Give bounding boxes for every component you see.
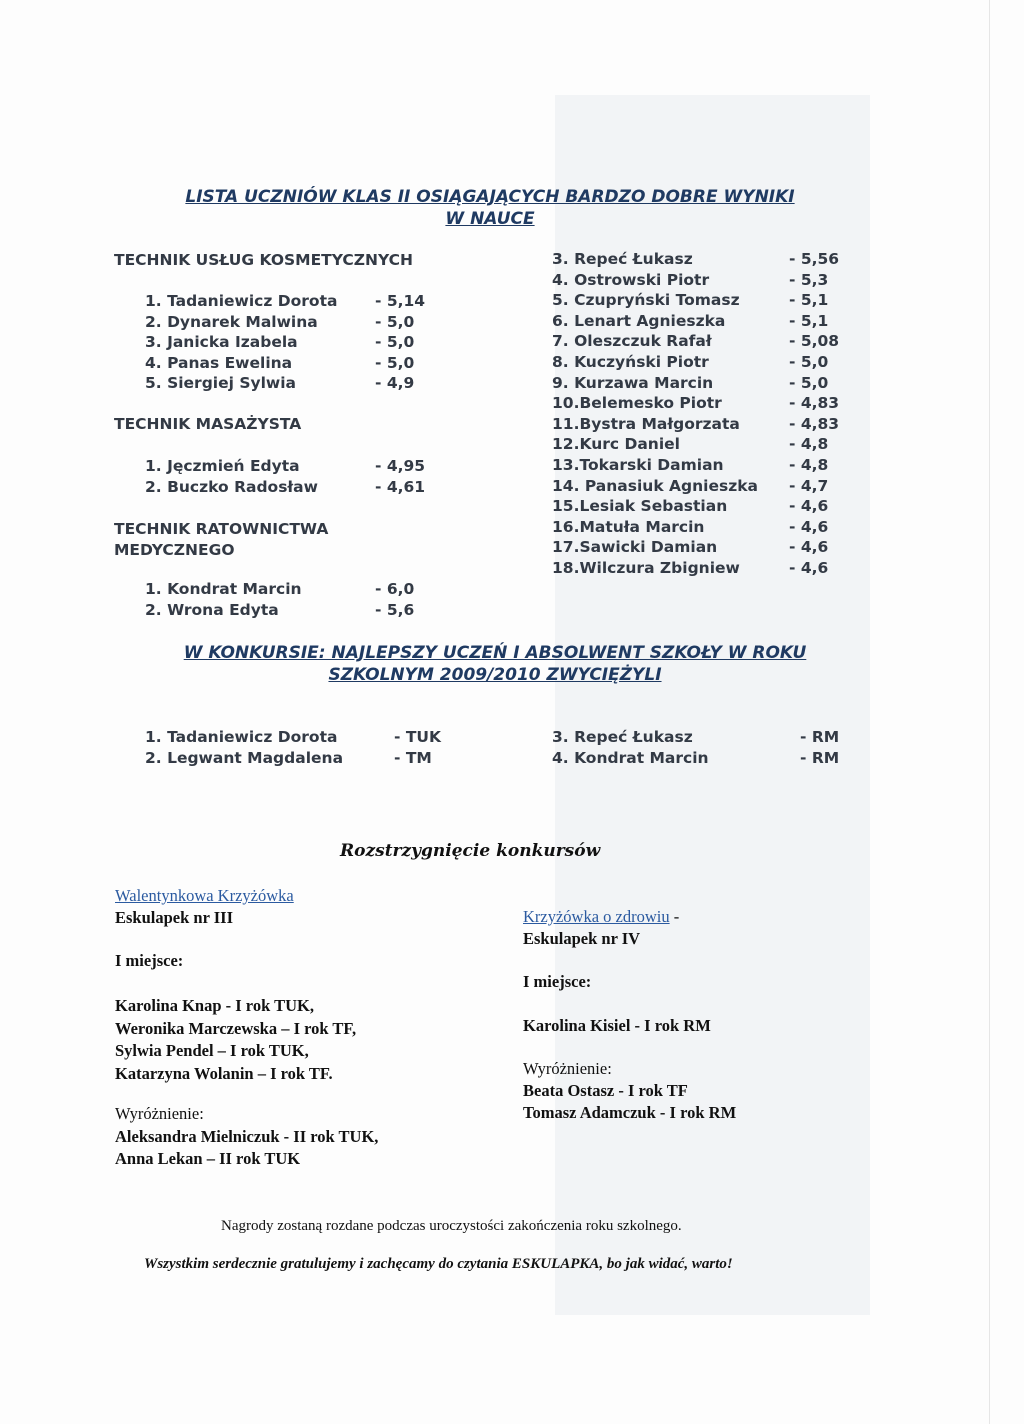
winner-class: - TUK (394, 728, 441, 746)
group-title-paramedic-line2: MEDYCZNEGO (114, 541, 235, 559)
student-grade: - 5,0 (375, 333, 415, 352)
student-grade: - 5,14 (375, 292, 426, 310)
student-grade: - 4,8 (789, 435, 829, 454)
list-item (145, 313, 445, 334)
list-item (552, 271, 852, 292)
student-grade: - 4,95 (375, 457, 426, 475)
contest-left-first-label: I miejsce: (115, 951, 184, 970)
list-item (145, 457, 445, 478)
contest-left (115, 885, 294, 929)
list-item (552, 394, 852, 415)
awards-note: Nagrody zostaną rozdane podczas uroczystości zakończenia roku szkolnego. (221, 1218, 682, 1234)
student-list-paramedic-continued (552, 250, 852, 580)
list-item: Weronika Marczewska – I rok TF, (115, 1018, 357, 1038)
list-item (552, 749, 852, 770)
student-name: 4. Panas Ewelina (145, 353, 293, 372)
winner-class: - TM (394, 748, 432, 767)
list-item (145, 478, 445, 499)
student-grade: - 4,6 (789, 497, 829, 516)
winners-left (145, 728, 465, 769)
student-name: 9. Kurzawa Marcin (552, 373, 714, 392)
student-list-cosmetic (145, 292, 445, 395)
list-item (552, 559, 852, 580)
student-grade: - 5,6 (375, 600, 415, 619)
student-grade: - 5,0 (375, 312, 415, 331)
student-name: 5. Siergiej Sylwia (145, 374, 297, 393)
list-item: Beata Ostasz - I rok TF (523, 1081, 688, 1100)
closing-note: Wszystkim serdecznie gratulujemy i zachęcamy do czytania ESKULAPKA, bo jak widać, warto! (144, 1256, 733, 1272)
contest-winners-heading-line1: W KONKURSIE: NAJLEPSZY UCZEŃ I ABSOLWENT SZKOŁY W ROKU (183, 643, 807, 663)
contest-right (523, 906, 679, 950)
student-grade: - 4,6 (789, 538, 829, 557)
group-title-paramedic-line1: TECHNIK RATOWNICTWA (114, 520, 329, 538)
page-edge (989, 0, 990, 1424)
student-name: 4. Ostrowski Piotr (552, 270, 710, 289)
list-item: Anna Lekan – II rok TUK (115, 1149, 301, 1168)
winner-name: 1. Tadaniewicz Dorota (145, 728, 338, 746)
contest-right-suffix: - (669, 907, 680, 926)
list-item (552, 250, 852, 271)
list-item (552, 291, 852, 312)
student-grade: - 4,83 (789, 414, 840, 433)
student-grade: - 5,3 (789, 270, 829, 289)
student-grade: - 4,7 (789, 476, 829, 495)
student-grade: - 4,9 (375, 374, 415, 393)
student-name: 2. Wrona Edyta (145, 600, 279, 619)
list-item (552, 518, 852, 539)
student-grade: - 5,0 (789, 373, 829, 392)
student-list-masseur (145, 457, 445, 498)
student-name: 17.Sawicki Damian (552, 538, 718, 557)
student-name: 1. Tadaniewicz Dorota (145, 292, 338, 310)
list-item (552, 312, 852, 333)
list-item (145, 333, 445, 354)
student-grade: - 4,8 (789, 455, 829, 474)
list-item: Karolina Knap - I rok TUK, (115, 996, 314, 1015)
contest-left-honor-label: Wyróżnienie: (115, 1104, 204, 1123)
list-item (552, 477, 852, 498)
list-item: Katarzyna Wolanin – I rok TF. (115, 1063, 333, 1083)
list-item (552, 353, 852, 374)
student-grade: - 4,61 (375, 477, 426, 496)
winners-right (552, 728, 852, 769)
winner-name: 2. Legwant Magdalena (145, 748, 344, 767)
winner-class: - RM (800, 748, 840, 767)
student-name: 2. Dynarek Malwina (145, 312, 318, 331)
winner-name: 3. Repeć Łukasz (552, 728, 693, 746)
contest-right-first-list (523, 1016, 711, 1036)
contest-right-subtitle: Eskulapek nr IV (523, 929, 641, 948)
list-item (145, 601, 445, 622)
honor-list-heading-line2: W NAUCE (445, 209, 535, 229)
student-grade: - 5,1 (789, 311, 829, 330)
student-name: 2. Buczko Radosław (145, 477, 318, 496)
student-grade: - 5,1 (789, 291, 829, 310)
contest-left-subtitle: Eskulapek nr III (115, 908, 234, 927)
list-item (552, 728, 852, 749)
contest-left-honor (115, 1103, 378, 1171)
list-item (552, 332, 852, 353)
student-name: 15.Lesiak Sebastian (552, 497, 728, 516)
contest-winners-heading-line2: SZKOLNYM 2009/2010 ZWYCIĘŻYLI (328, 665, 662, 685)
list-item (552, 538, 852, 559)
contest-right-first-label: I miejsce: (523, 972, 592, 991)
list-item (552, 497, 852, 518)
contest-right-honor (523, 1058, 736, 1124)
student-name: 3. Janicka Izabela (145, 333, 298, 352)
list-item (145, 580, 445, 601)
student-name: 5. Czupryński Tomasz (552, 291, 740, 310)
student-grade: - 5,0 (789, 352, 829, 371)
group-title-paramedic (114, 519, 328, 561)
student-name: 3. Repeć Łukasz (552, 250, 693, 268)
group-title-cosmetic: TECHNIK USŁUG KOSMETYCZNYCH (114, 251, 414, 269)
honor-list-heading-line1: LISTA UCZNIÓW KLAS II OSIĄGAJĄCYCH BARDZO DOBRE WYNIKI (185, 187, 795, 207)
list-item: Sylwia Pendel – I rok TUK, (115, 1041, 309, 1060)
student-name: 7. Oleszczuk Rafał (552, 332, 712, 351)
student-name: 16.Matuła Marcin (552, 517, 705, 536)
list-item (552, 435, 852, 456)
student-grade: - 5,56 (789, 250, 840, 268)
honor-list-heading (120, 186, 860, 230)
student-name: 10.Belemesko Piotr (552, 394, 722, 413)
list-item (552, 415, 852, 436)
winner-name: 4. Kondrat Marcin (552, 748, 709, 767)
student-grade: - 4,6 (789, 558, 829, 577)
contest-winners-heading (120, 642, 870, 686)
student-grade: - 6,0 (375, 580, 415, 598)
list-item: Tomasz Adamczuk - I rok RM (523, 1103, 737, 1122)
list-item (552, 374, 852, 395)
student-list-paramedic (145, 580, 445, 621)
group-title-masseur: TECHNIK MASAŻYSTA (114, 415, 302, 433)
student-grade: - 4,6 (789, 517, 829, 536)
contest-right-honor-label: Wyróżnienie: (523, 1059, 612, 1078)
student-name: 6. Lenart Agnieszka (552, 311, 726, 330)
student-name: 1. Kondrat Marcin (145, 580, 302, 598)
student-grade: - 4,83 (789, 394, 840, 413)
student-name: 14. Panasiuk Agnieszka (552, 476, 758, 495)
list-item (552, 456, 852, 477)
contests-title: Rozstrzygnięcie konkursów (340, 841, 601, 861)
student-name: 1. Jęczmień Edyta (145, 457, 300, 475)
list-item: Karolina Kisiel - I rok RM (523, 1016, 711, 1035)
student-name: 13.Tokarski Damian (552, 455, 724, 474)
contest-left-first-list (115, 995, 356, 1085)
student-name: 11.Bystra Małgorzata (552, 414, 740, 433)
student-grade: - 5,08 (789, 332, 840, 351)
list-item (145, 374, 445, 395)
contest-left-name: Walentynkowa Krzyżówka (115, 886, 294, 905)
list-item (145, 728, 465, 749)
contest-right-name: Krzyżówka o zdrowiu (523, 907, 670, 926)
winner-class: - RM (800, 728, 840, 746)
list-item (145, 749, 465, 770)
list-item (145, 292, 445, 313)
student-name: 18.Wilczura Zbigniew (552, 558, 740, 577)
student-grade: - 5,0 (375, 353, 415, 372)
student-name: 8. Kuczyński Piotr (552, 352, 709, 371)
list-item (145, 354, 445, 375)
list-item: Aleksandra Mielniczuk - II rok TUK, (115, 1126, 379, 1146)
student-name: 12.Kurc Daniel (552, 435, 680, 454)
